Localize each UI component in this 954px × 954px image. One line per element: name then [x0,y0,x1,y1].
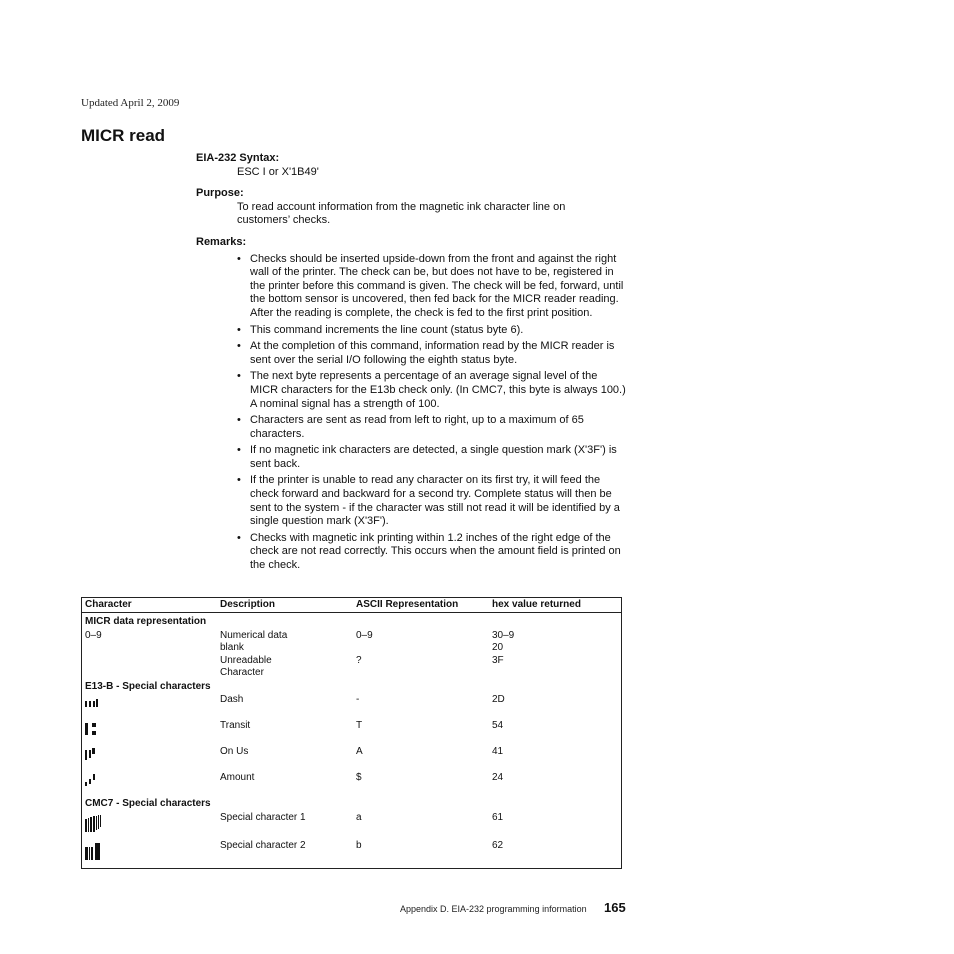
cell-description: Transit [220,720,251,731]
footer-section-title: Appendix D. EIA-232 programming information [400,904,587,914]
section-title-micr: MICR data representation [85,616,207,627]
remark-item: • If the printer is unable to read any character on its first try, it will feed the check forward and backward for a second try. Complete status will then be sent to the system - if the character was still not read it will be identified by a single question mark (X'3F'). [237,474,626,528]
cell-ascii: $ [356,772,362,783]
cell-description: Numerical data [220,630,288,641]
header-divider [82,612,621,613]
cell-character: 0–9 [85,630,102,641]
section-title-cmc7: CMC7 - Special characters [85,798,211,809]
cell-description: Unreadable [220,655,272,666]
page-number: 165 [604,900,626,915]
remarks-label: Remarks: [196,235,247,248]
cell-description: blank [220,642,244,653]
cell-ascii: 0–9 [356,630,373,641]
cell-hex: 62 [492,840,504,851]
purpose-label: Purpose: [196,187,244,200]
dash-symbol-icon [85,698,99,708]
cell-description: Special character 2 [220,840,306,851]
remark-item: • This command increments the line count (status byte 6). [237,324,626,338]
on-us-symbol-icon [85,747,99,762]
col-header-character: Character [85,599,132,610]
page-title: MICR read [81,126,166,145]
col-header-hex: hex value returned [492,599,581,610]
cell-hex: 3F [492,655,504,666]
cell-description: Dash [220,694,244,705]
micr-character-table [81,597,622,869]
cell-ascii: ? [356,655,362,666]
remarks-list [196,253,626,573]
col-header-ascii: ASCII Representation [356,599,459,610]
purpose-text: To read account information from the magnetic ink character line on customers’ checks. [237,200,566,227]
command-description [196,152,626,576]
remark-item: • Checks with magnetic ink printing within 1.2 inches of the right edge of the check are not read correctly. This occurs when the amount field is printed on the check. [237,532,626,573]
remark-item: • At the completion of this command, information read by the MICR reader is sent over the serial I/O following the eighth status byte. [237,340,626,367]
cell-ascii: b [356,840,362,851]
cell-hex: 61 [492,812,504,823]
cell-description: Amount [220,772,255,783]
cell-ascii: - [356,694,360,705]
cell-ascii: T [356,720,363,731]
cell-description: Special character 1 [220,812,306,823]
section-title-e13b: E13-B - Special characters [85,681,211,692]
remark-item: • If no magnetic ink characters are detected, a single question mark (X'3F') is sent back. [237,444,626,471]
updated-date: Updated April 2, 2009 [81,97,180,109]
transit-symbol-icon [85,722,99,737]
cell-hex: 24 [492,772,504,783]
remark-item: • Checks should be inserted upside-down from the front and against the right wall of the printer. The check can be, but does not have to be, registered in the printer before this command is given. The check will be fed, forward, until the bottom sensor is uncovered, then fed back for the MICR reader reading. After the reading is complete, the check is fed to the first print position. [237,253,626,321]
cell-hex: 41 [492,746,504,757]
cell-hex: 20 [492,642,504,653]
special-2-symbol-icon [85,843,103,862]
cell-hex: 54 [492,720,504,731]
cell-hex: 2D [492,694,505,705]
amount-symbol-icon [85,773,99,788]
remark-item: • Characters are sent as read from left to right, up to a maximum of 65 characters. [237,414,626,441]
special-1-symbol-icon [85,815,103,834]
cell-description: Character [220,667,264,678]
syntax-label: EIA-232 Syntax: [196,152,280,164]
cell-ascii: A [356,746,363,757]
cell-description: On Us [220,746,249,757]
cell-ascii: a [356,812,362,823]
cell-hex: 30–9 [492,630,515,641]
col-header-description: Description [220,599,276,610]
remark-item: • The next byte represents a percentage of an average signal level of the MICR characters for the E13b check only. (In CMC7, this byte is always 100.) A nominal signal has a strength of 100. [237,370,626,411]
syntax-value: ESC I or X'1B49' [237,165,319,178]
